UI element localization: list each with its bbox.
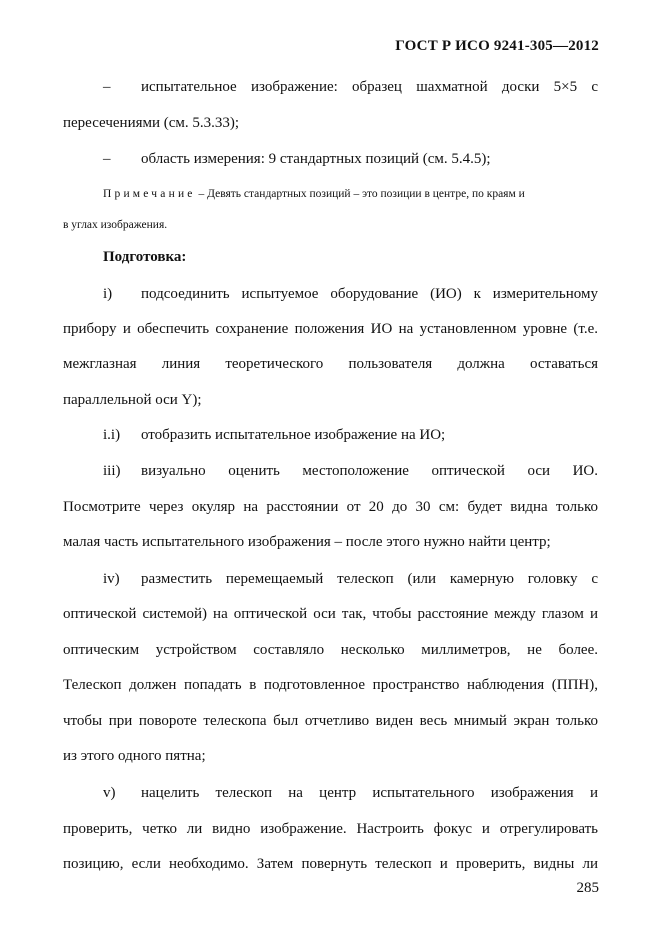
paragraph-line: Телескоп должен попадать в подготовленное пространство наблюдения (ППН), (63, 677, 598, 693)
paragraph-line: оптической системой) на оптической оси так, чтобы расстояние между глазом и (63, 606, 598, 622)
paragraph-line: прибору и обеспечить сохранение положения ИО на установленном уровне (т.е. (63, 321, 598, 337)
document-header: ГОСТ Р ИСО 9241-305—2012 (395, 38, 599, 54)
step-text: подсоединить испытуемое оборудование (ИО) к измерительному (141, 286, 598, 302)
step-text: нацелить телескоп на центр испытательного изображения и (141, 785, 598, 801)
paragraph-line: позицию, если необходимо. Затем повернуть телескоп и проверить, видны ли (63, 856, 598, 872)
page-number: 285 (576, 880, 599, 896)
step-marker: i.i) (103, 427, 121, 443)
list-dash: – (103, 79, 111, 95)
step-marker: v) (103, 785, 116, 801)
step-marker: i) (103, 286, 113, 302)
step-i (103, 285, 598, 303)
list-item-continuation: пересечениями (см. 5.3.33); (63, 115, 240, 131)
paragraph-line: параллельной оси Y); (63, 392, 202, 408)
paragraph-line: чтобы при повороте телескопа был отчетливо виден весь мнимый экран только (63, 713, 598, 729)
paragraph-line: оптическим устройством составляло несколько миллиметров, не более. (63, 642, 598, 658)
list-dash: – (103, 151, 111, 167)
paragraph-line: малая часть испытательного изображения – после этого нужно найти центр; (63, 534, 551, 550)
step-ii (103, 426, 598, 444)
list-item-text: область измерения: 9 стандартных позиций (см. 5.4.5); (141, 151, 491, 167)
paragraph-line: межглазная линия теоретического пользователя должна оставаться (63, 356, 598, 372)
list-item-text: испытательное изображение: образец шахматной доски 5×5 с (141, 79, 598, 95)
paragraph-line: из этого одного пятна; (63, 748, 206, 764)
step-text: визуально оценить местоположение оптической оси ИО. (141, 463, 598, 479)
list-item-area (103, 150, 598, 168)
step-iii (103, 462, 598, 480)
step-marker: iii) (103, 463, 121, 479)
list-item-test-image (103, 78, 598, 96)
paragraph-line: Посмотрите через окуляр на расстоянии от 20 до 30 см: будет видна только (63, 499, 598, 515)
paragraph-line: проверить, четко ли видно изображение. Настроить фокус и отрегулировать (63, 821, 598, 837)
note-label: Примечание (103, 188, 196, 200)
note (103, 185, 598, 203)
step-marker: iv) (103, 571, 120, 587)
note-text: – Девять стандартных позиций – это позиции в центре, по краям и (195, 188, 525, 200)
step-text: разместить перемещаемый телескоп (или камерную головку с (141, 571, 598, 587)
step-v (103, 784, 598, 802)
step-text: отобразить испытательное изображение на ИО; (141, 427, 446, 443)
section-title: Подготовка: (103, 249, 187, 265)
step-iv (103, 570, 598, 588)
note-continuation: в углах изображения. (63, 219, 168, 231)
